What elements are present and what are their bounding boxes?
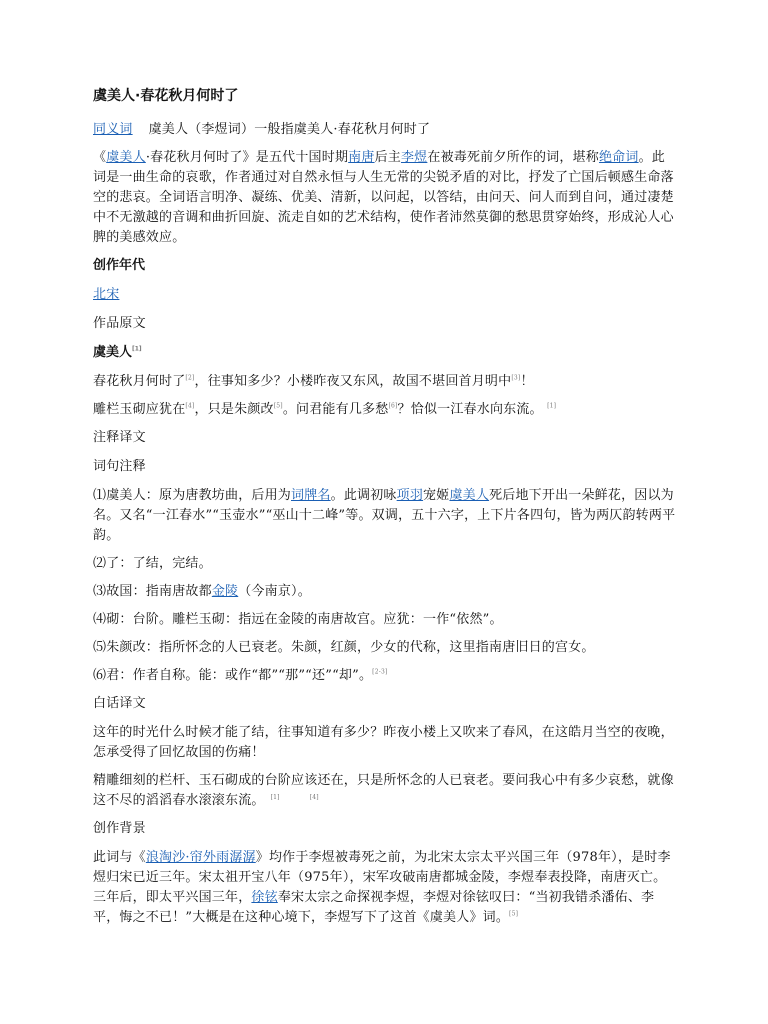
translation-heading: 白话译文	[93, 696, 146, 711]
note-text: 死后地下开出一朵鲜花，因以为名。又名“一江春水”“玉壶水”“巫山十二峰”等。双调，五十六字，上下片各四句，皆为两仄韵转两平韵。	[93, 488, 676, 543]
article	[93, 86, 677, 936]
poem-text: ！	[520, 374, 534, 389]
poem-title-text: 虞美人	[93, 345, 133, 360]
ref-marker[interactable]: [5]	[509, 910, 519, 918]
link-jueming[interactable]: 绝命词	[598, 150, 639, 165]
ref-marker[interactable]: [3]	[511, 374, 521, 382]
translation-text: 精雕细刻的栏杆、玉石砌成的台阶应该还在，只是所怀念的人已衰老。要问我心中有多少哀愁，就像这不尽的滔滔春水滚滚东流。	[93, 773, 674, 808]
intro-text: 。此词是一曲生命的哀歌，作者通过对自然永恒与人生无常的尖锐矛盾的对比，抒发了亡国后顿感生命落空的悲哀。全词语言明净、凝练、优美、清新，以问起，以答结，由问天、问人而到自问，通过凄楚中不无激越的音调和曲折回旋、流走自如的艺术结构，使作者沛然莫御的愁思贯穿始终，形成沁人心脾的美感效应。	[93, 150, 674, 245]
notes-heading: 注释译文	[93, 430, 146, 445]
ref-marker[interactable]: [4]	[309, 793, 319, 801]
note-text: 。此调初咏	[330, 488, 397, 503]
notes-sub-heading: 词句注释	[93, 459, 146, 474]
link-yumeiren-person[interactable]: 虞美人	[449, 488, 490, 503]
link-langtaosha[interactable]: 浪淘沙·帘外雨潺潺	[145, 850, 256, 865]
poem-title	[93, 343, 677, 363]
link-cipai[interactable]: 词牌名	[291, 488, 331, 503]
ref-marker[interactable]: [1]	[270, 793, 280, 801]
link-liyu[interactable]: 李煜	[400, 150, 428, 165]
intro-text: 后主	[374, 150, 401, 165]
poem-line-2	[93, 400, 677, 420]
ref-marker[interactable]: [1]	[547, 402, 557, 410]
note-text: （今南京）。	[238, 584, 311, 599]
ref-marker[interactable]: [2-3]	[372, 668, 388, 676]
poem-text: ？恰似一江春水向东流。	[397, 402, 543, 417]
note-5: ⑸朱颜改：指所怀念的人已衰老。朱颜，红颜，少女的代称，这里指南唐旧日的宫女。	[93, 640, 595, 655]
note-1	[93, 486, 677, 546]
note-text: ⑹君：作者自称。能：或作“都”“那”“还”“却”。	[93, 668, 373, 683]
link-era[interactable]: 北宋	[93, 287, 120, 302]
note-text: ⑶故国：指南唐故都	[93, 584, 212, 599]
ref-marker[interactable]: [4]	[185, 402, 195, 410]
intro-text: ·春花秋月何时了》是五代十国时期	[145, 150, 349, 165]
poem-text: ，只是朱颜改	[194, 402, 274, 417]
intro-text: 在被毒死前夕所作的词，堪称	[427, 150, 599, 165]
ref-marker[interactable]: [1]	[132, 345, 142, 353]
link-nantang[interactable]: 南唐	[348, 150, 375, 165]
translation-paragraph-2	[93, 771, 677, 811]
original-heading: 作品原文	[93, 316, 146, 331]
synonym-link[interactable]: 同义词	[93, 122, 133, 137]
background-paragraph	[93, 848, 677, 928]
synonym-text: 虞美人（李煜词）一般指虞美人·春花秋月何时了	[148, 122, 431, 137]
poem-text: 。问君能有几多愁	[282, 402, 389, 417]
link-yumeiren[interactable]: 虞美人	[106, 150, 146, 165]
note-3	[93, 582, 677, 602]
note-text: 宠姬	[423, 488, 450, 503]
note-2: ⑵了：了结，完结。	[93, 556, 212, 571]
intro-paragraph	[93, 148, 677, 248]
ref-marker[interactable]: [5]	[273, 402, 283, 410]
poem-text: 春花秋月何时了	[93, 374, 186, 389]
synonym-line	[93, 120, 677, 140]
poem-line-1	[93, 372, 677, 392]
page-title: 虞美人·春花秋月何时了	[93, 88, 239, 104]
link-jinling[interactable]: 金陵	[211, 584, 239, 599]
poem-text: 雕栏玉砌应犹在	[93, 402, 186, 417]
note-text: ⑴虞美人：原为唐教坊曲，后用为	[93, 488, 292, 503]
ref-marker[interactable]: [2]	[185, 374, 195, 382]
link-xuxuan[interactable]: 徐铉	[251, 890, 278, 905]
translation-paragraph-1: 这年的时光什么时候才能了结，往事知道有多少？昨夜小楼上又吹来了春风，在这皓月当空的夜晚，怎承受得了回忆故国的伤痛！	[93, 725, 674, 760]
link-xiangyu[interactable]: 项羽	[396, 488, 424, 503]
background-heading: 创作背景	[93, 821, 146, 836]
background-text: 》均作于李煜被毒死之前，为北宋太宗太平兴国三年（978年），是时李煜归宋已近三年。宋太祖开宝八年（975年），宋军攻破南唐都城金陵，李煜奉表投降，南唐灭亡。三年后，即太平兴国三年，	[93, 850, 671, 905]
ref-marker[interactable]: [6]	[388, 402, 398, 410]
background-text: 奉宋太宗之命探视李煜，李煜对徐铉叹曰：“当初我错杀潘佑、李平，悔之不已！”大概是在这种心境下，李煜写下了这首《虞美人》词。	[93, 890, 655, 925]
intro-text: 《	[93, 150, 107, 165]
era-heading: 创作年代	[93, 258, 146, 273]
background-text: 此词与《	[93, 850, 146, 865]
note-6	[93, 666, 677, 686]
era-line	[93, 285, 677, 305]
poem-text: ，往事知多少？小楼昨夜又东风，故国不堪回首月明中	[194, 374, 512, 389]
note-4: ⑷砌：台阶。雕栏玉砌：指远在金陵的南唐故宫。应犹：一作“依然”。	[93, 612, 503, 627]
